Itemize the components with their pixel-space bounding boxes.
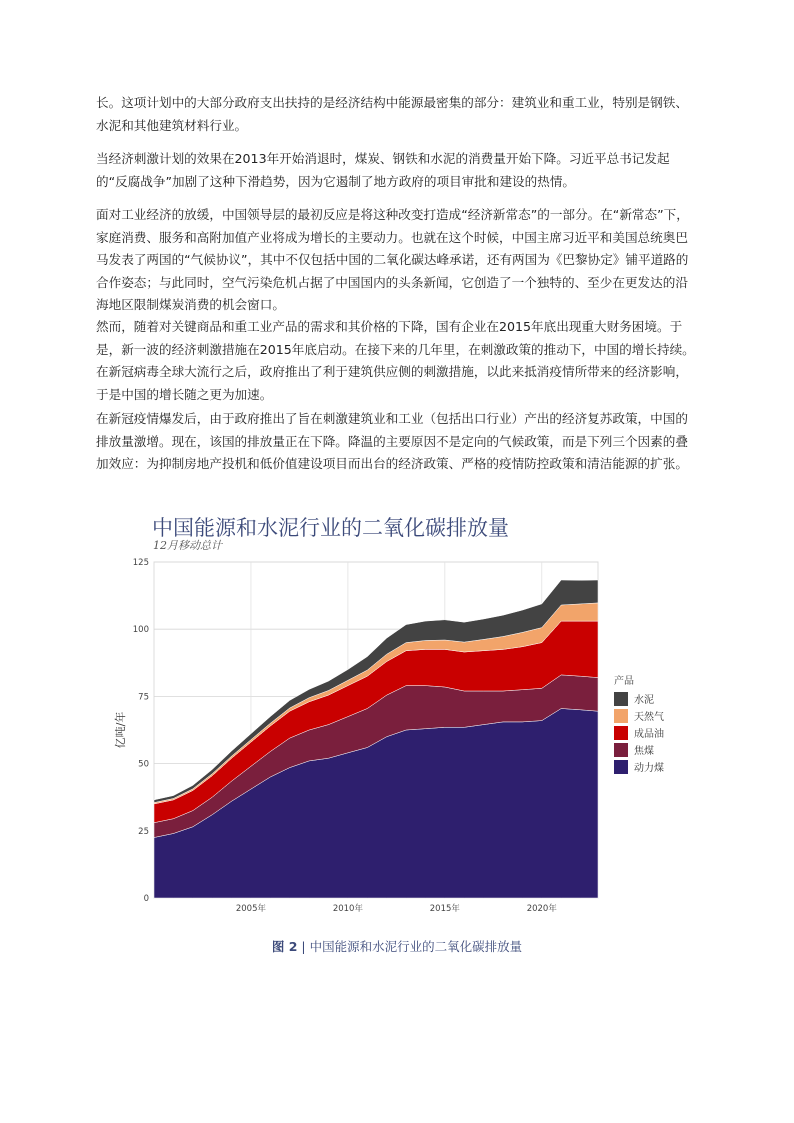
legend-swatch <box>614 760 628 774</box>
paragraph-1: 长。这项计划中的大部分政府支出扶持的是经济结构中能源最密集的部分：建筑业和重工业，特别是钢铁、水泥和其他建筑材料行业。 <box>96 95 688 133</box>
x-tick-label: 2010年 <box>332 904 363 914</box>
legend-label: 动力煤 <box>634 763 664 774</box>
paragraph-4: 然而，随着对关键商品和重工业产品的需求和其价格的下降，国有企业在2015年底出现重大财务困境。于是，新一波的经济刺激措施在2015年底启动。在接下来的几年里，在刺激政策的推动下，中国的增长持续。在新冠病毒全球大流行之后，政府推出了利于建筑供应侧的刺激措施，以此来抵消疫情所带来的经济影响，于是中国的增长随之更为加速。 <box>96 319 695 402</box>
legend-title: 产品 <box>614 676 634 687</box>
chart-title: 中国能源和水泥行业的二氧化碳排放量 <box>152 516 509 540</box>
y-tick-label: 100 <box>132 625 149 636</box>
y-tick-label: 0 <box>143 894 149 904</box>
y-tick-label: 125 <box>132 558 149 568</box>
paragraph-2: 当经济刺激计划的效果在2013年开始消退时，煤炭、钢铁和水泥的消费量开始下降。习近平总书记发起的“反腐战争”加剧了这种下滑趋势，因为它遏制了地方政府的项目审批和建设的热情。 <box>96 151 670 189</box>
y-tick-label: 50 <box>138 759 149 770</box>
figure-caption <box>0 937 794 955</box>
y-tick-label: 75 <box>138 692 149 703</box>
emissions-area-chart <box>110 550 690 920</box>
x-tick-label: 2020年 <box>526 904 557 914</box>
figure-label: 图 2 <box>271 939 298 954</box>
legend-label: 天然气 <box>634 712 664 723</box>
legend-swatch <box>614 743 628 757</box>
y-axis-label: 亿吨/年 <box>114 711 127 749</box>
legend-label: 成品油 <box>634 729 664 740</box>
legend-label: 焦煤 <box>634 746 654 757</box>
x-tick-label: 2015年 <box>429 904 460 914</box>
x-tick-label: 2005年 <box>235 904 267 914</box>
legend-swatch <box>614 692 628 706</box>
caption-separator: | <box>301 939 306 954</box>
paragraph-3: 面对工业经济的放缓，中国领导层的最初反应是将这种改变打造成“经济新常态”的一部分。在“新常态”下，家庭消费、服务和高附加值产业将成为增长的主要动力。也就在这个时候，中国主席习近平和美国总统奥巴马发表了两国的“气候协议”，其中不仅包括中国的二氧化碳达峰承诺，还有两国为《巴黎协定》铺平道路的合作姿态；与此同时，空气污染危机占据了中国国内的头条新闻，它创造了一个独特的、至少在更发达的沿海地区限制煤炭消费的机会窗口。 <box>96 207 689 312</box>
caption-text: 中国能源和水泥行业的二氧化碳排放量 <box>309 939 523 954</box>
legend-swatch <box>614 726 628 740</box>
chart-subtitle: 12月移动总计 <box>153 539 222 552</box>
y-tick-label: 25 <box>138 826 149 837</box>
legend-swatch <box>614 709 628 723</box>
paragraph-5: 在新冠疫情爆发后，由于政府推出了旨在刺激建筑业和工业（包括出口行业）产出的经济复苏政策，中国的排放量激增。现在，该国的排放量正在下降。降温的主要原因不是定向的气候政策，而是下列三个因素的叠加效应：为抑制房地产投机和低价值建设项目而出台的经济政策、严格的疫情防控政策和清洁能源的扩张。 <box>96 411 688 471</box>
legend-label: 水泥 <box>634 695 654 706</box>
